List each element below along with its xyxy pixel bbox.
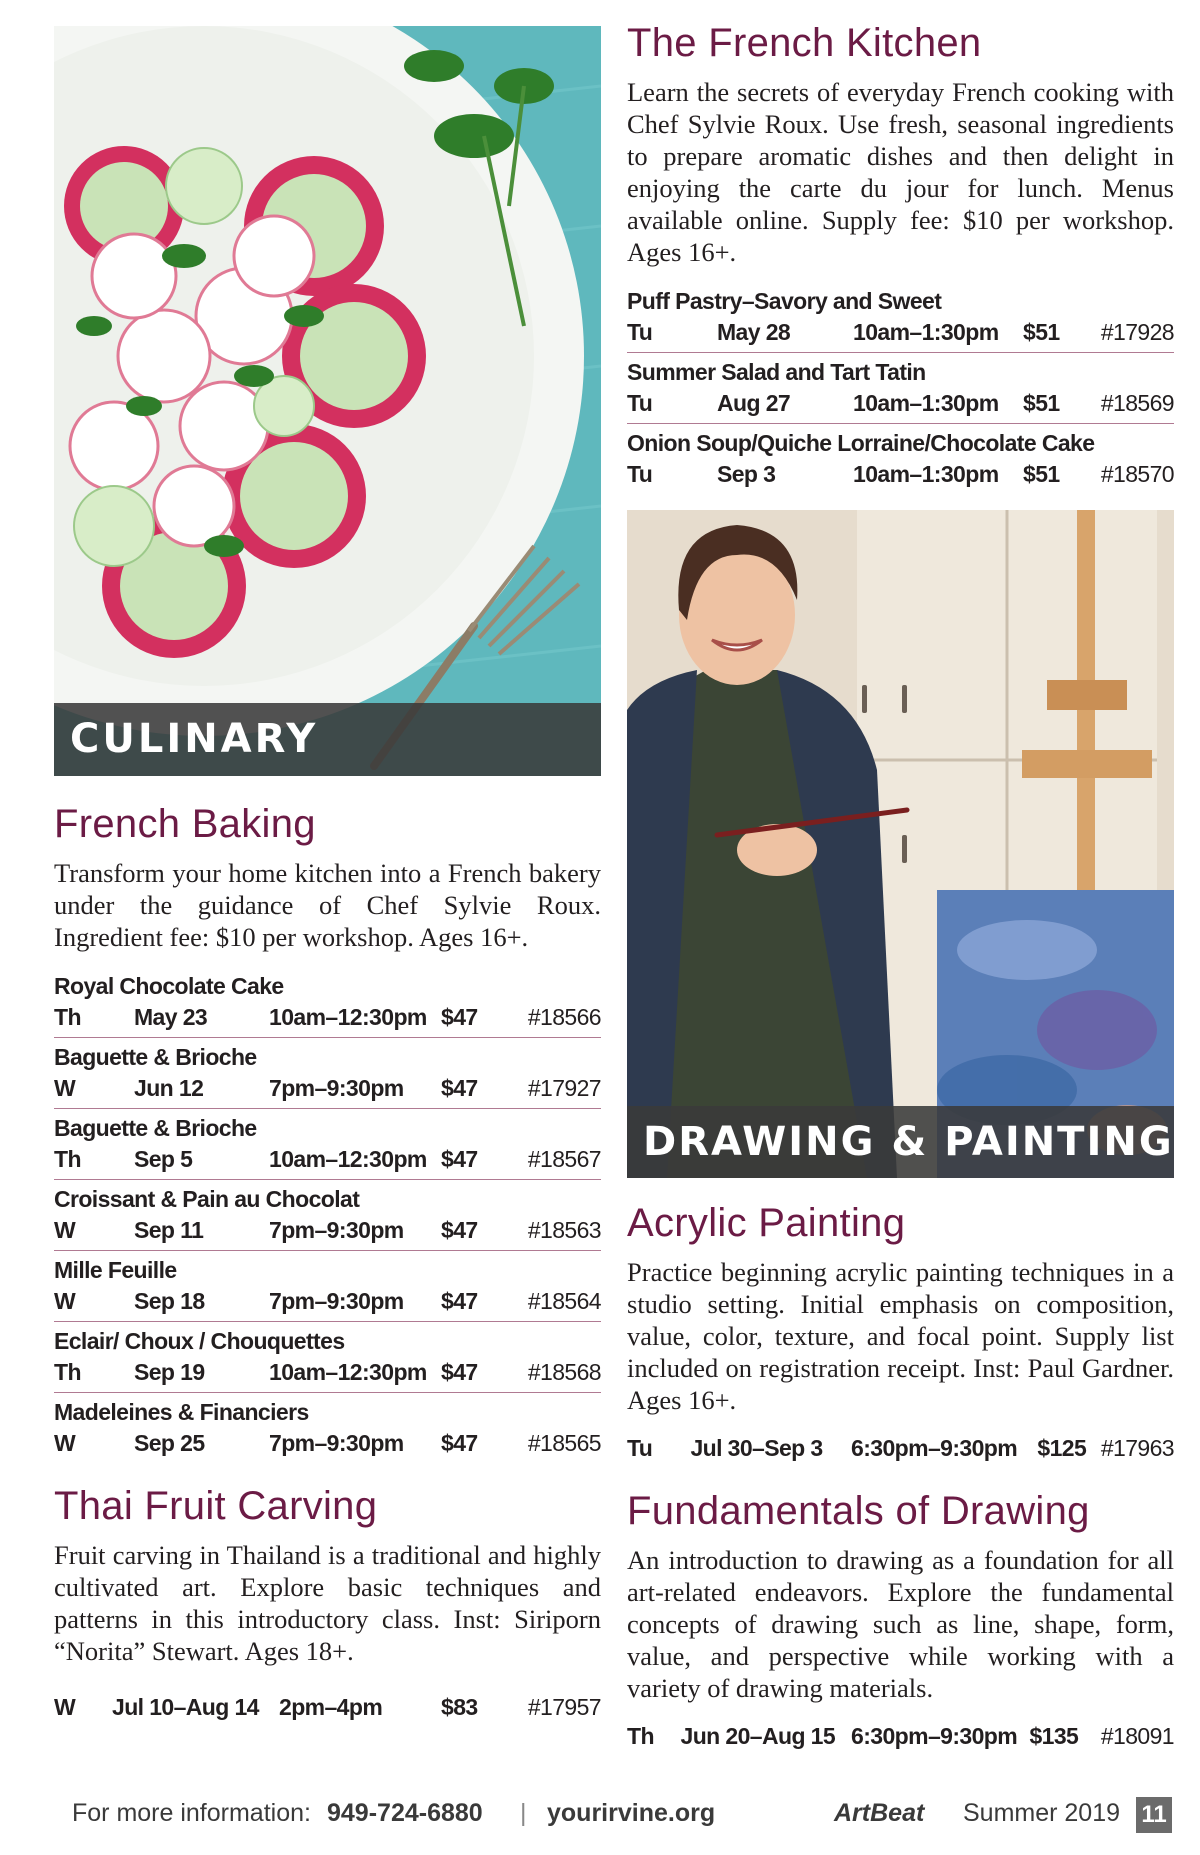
session-price: $125 [1037, 1435, 1087, 1461]
session-price: $135 [1029, 1723, 1079, 1749]
course-french-baking [54, 801, 601, 1463]
session-time: 7pm–9:30pm [269, 1288, 404, 1314]
session-row [54, 1687, 601, 1727]
session-course-number: #17928 [1100, 319, 1174, 345]
session-course-number: #18569 [1100, 390, 1174, 416]
session-date: Jun 12 [134, 1075, 204, 1101]
session-day: Th [54, 1004, 81, 1030]
session-day: Th [54, 1146, 81, 1172]
session-course-number: #17963 [1100, 1435, 1174, 1461]
session-date: Sep 3 [717, 461, 776, 487]
footer-season: Summer 2019 [963, 1799, 1121, 1827]
session-date: Jun 20–Aug 15 [680, 1723, 836, 1749]
session-time: 10am–12:30pm [269, 1146, 427, 1172]
session-row [627, 1428, 1174, 1468]
left-column [54, 26, 601, 1727]
footer-phone: 949-724-6880 [327, 1799, 483, 1827]
session-course-number: #17957 [527, 1694, 601, 1720]
session-time: 7pm–9:30pm [269, 1217, 404, 1243]
session-day: Tu [627, 461, 653, 487]
culinary-banner: CULINARY [54, 703, 601, 776]
session-row [627, 282, 1174, 353]
session-price: $47 [441, 1288, 478, 1314]
session-price: $51 [1023, 390, 1060, 416]
session-price: $51 [1023, 319, 1060, 345]
drawing-painting-photo [627, 510, 1174, 1178]
session-row [54, 967, 601, 1038]
session-name: Baguette & Brioche [54, 1115, 257, 1141]
session-date: Sep 5 [134, 1146, 193, 1172]
session-day: Tu [627, 390, 653, 416]
right-column [627, 20, 1174, 1756]
session-time: 10am–12:30pm [269, 1359, 427, 1385]
session-row [627, 353, 1174, 424]
session-name: Royal Chocolate Cake [54, 973, 284, 999]
session-date: Sep 11 [134, 1217, 204, 1243]
session-row [54, 1109, 601, 1180]
course-title: Thai Fruit Carving [54, 1484, 378, 1528]
session-price: $83 [441, 1694, 478, 1720]
page-number: 11 [1136, 1797, 1172, 1833]
session-list [627, 282, 1174, 494]
session-row [54, 1251, 601, 1322]
course-title: Fundamentals of Drawing [627, 1489, 1090, 1533]
session-name: Eclair/ Choux / Chouquettes [54, 1328, 345, 1354]
session-date: Jul 30–Sep 3 [690, 1435, 823, 1461]
course-title: Acrylic Painting [627, 1201, 906, 1245]
course-description: Learn the secrets of everyday French cooking with Chef Sylvie Roux. Use fresh, seasonal ingredients to prepare aromatic dishes and then delight in enjoying the carte du jour for lunch. Menus available online. Supply fee: $10 per workshop. Ages 16+. [627, 77, 1174, 267]
session-day: Tu [627, 1435, 653, 1461]
session-day: W [54, 1694, 76, 1720]
session-course-number: #18563 [527, 1217, 601, 1243]
session-name: Madeleines & Financiers [54, 1399, 309, 1425]
course-title: The French Kitchen [627, 21, 982, 65]
session-price: $51 [1023, 461, 1060, 487]
session-date: Sep 25 [134, 1430, 205, 1456]
course-description: Transform your home kitchen into a French bakery under the guidance of Chef Sylvie Roux. Ingredient fee: $10 per workshop. Ages 16+. [54, 858, 601, 952]
session-time: 6:30pm–9:30pm [851, 1435, 1018, 1461]
session-course-number: #18566 [527, 1004, 601, 1030]
session-name: Summer Salad and Tart Tatin [627, 359, 926, 385]
session-list [627, 1716, 1174, 1756]
session-course-number: #18564 [527, 1288, 601, 1314]
session-name: Baguette & Brioche [54, 1044, 257, 1070]
session-price: $47 [441, 1075, 478, 1101]
course-thai-fruit-carving [54, 1483, 601, 1727]
session-course-number: #18570 [1100, 461, 1174, 487]
session-course-number: #18568 [527, 1359, 601, 1385]
session-date: May 23 [134, 1004, 208, 1030]
session-row [54, 1393, 601, 1463]
course-description: Fruit carving in Thailand is a traditional and highly cultivated art. Explore basic techniques and patterns in this introductory class. Inst: Siriporn “Norita” Stewart. Ages 18+. [54, 1540, 601, 1666]
course-french-kitchen [627, 20, 1174, 494]
session-row [54, 1038, 601, 1109]
session-time: 10am–12:30pm [269, 1004, 427, 1030]
session-course-number: #18565 [527, 1430, 601, 1456]
session-name: Mille Feuille [54, 1257, 177, 1283]
session-day: Tu [627, 319, 653, 345]
session-date: Sep 19 [134, 1359, 205, 1385]
session-day: W [54, 1430, 76, 1456]
session-time: 10am–1:30pm [853, 390, 999, 416]
session-day: Th [54, 1359, 81, 1385]
session-time: 10am–1:30pm [853, 319, 999, 345]
session-list [54, 967, 601, 1463]
salad-plate-image [54, 26, 601, 776]
footer-website-link[interactable]: yourirvine.org [547, 1799, 716, 1827]
session-row [627, 1716, 1174, 1756]
session-name: Croissant & Pain au Chocolat [54, 1186, 360, 1212]
session-day: W [54, 1217, 76, 1243]
session-time: 10am–1:30pm [853, 461, 999, 487]
footer-publication: ArtBeat [834, 1799, 925, 1827]
session-date: May 28 [717, 319, 791, 345]
session-name: Puff Pastry–Savory and Sweet [627, 288, 942, 314]
session-time: 2pm–4pm [279, 1694, 383, 1720]
session-day: W [54, 1075, 76, 1101]
session-price: $47 [441, 1146, 478, 1172]
course-title: French Baking [54, 802, 316, 846]
session-day: Th [627, 1723, 654, 1749]
course-fundamentals-of-drawing [627, 1488, 1174, 1756]
session-row [54, 1322, 601, 1393]
course-description: An introduction to drawing as a foundation for all art-related endeavors. Explore the fundamental concepts of drawing such as line, shape, form, value, and perspective while working with a variety of drawing materials. [627, 1545, 1174, 1703]
session-time: 6:30pm–9:30pm [851, 1723, 1018, 1749]
culinary-photo [54, 26, 601, 776]
session-price: $47 [441, 1359, 478, 1385]
session-name: Onion Soup/Quiche Lorraine/Chocolate Cake [627, 430, 1095, 456]
course-description: Practice beginning acrylic painting techniques in a studio setting. Initial emphasis on composition, value, color, texture, and focal point. Supply list included on registration receipt. Inst: Paul Gardner. Ages 16+. [627, 1257, 1174, 1415]
session-row [54, 1180, 601, 1251]
session-date: Aug 27 [717, 390, 791, 416]
page-footer [0, 1795, 1200, 1835]
painter-portrait-image [627, 510, 1174, 1178]
footer-info-label: For more information: [72, 1799, 311, 1827]
session-price: $47 [441, 1004, 478, 1030]
session-course-number: #17927 [527, 1075, 601, 1101]
session-date: Jul 10–Aug 14 [112, 1694, 259, 1720]
left-course-list [54, 801, 601, 1727]
session-price: $47 [441, 1430, 478, 1456]
footer-separator: | [520, 1799, 527, 1827]
session-course-number: #18567 [527, 1146, 601, 1172]
course-acrylic-painting [627, 1200, 1174, 1468]
session-price: $47 [441, 1217, 478, 1243]
session-course-number: #18091 [1100, 1723, 1174, 1749]
session-date: Sep 18 [134, 1288, 205, 1314]
session-day: W [54, 1288, 76, 1314]
session-time: 7pm–9:30pm [269, 1075, 404, 1101]
session-list [627, 1428, 1174, 1468]
drawing-painting-banner: DRAWING & PAINTING [627, 1106, 1174, 1178]
session-list [54, 1687, 601, 1727]
session-row [627, 424, 1174, 494]
session-time: 7pm–9:30pm [269, 1430, 404, 1456]
